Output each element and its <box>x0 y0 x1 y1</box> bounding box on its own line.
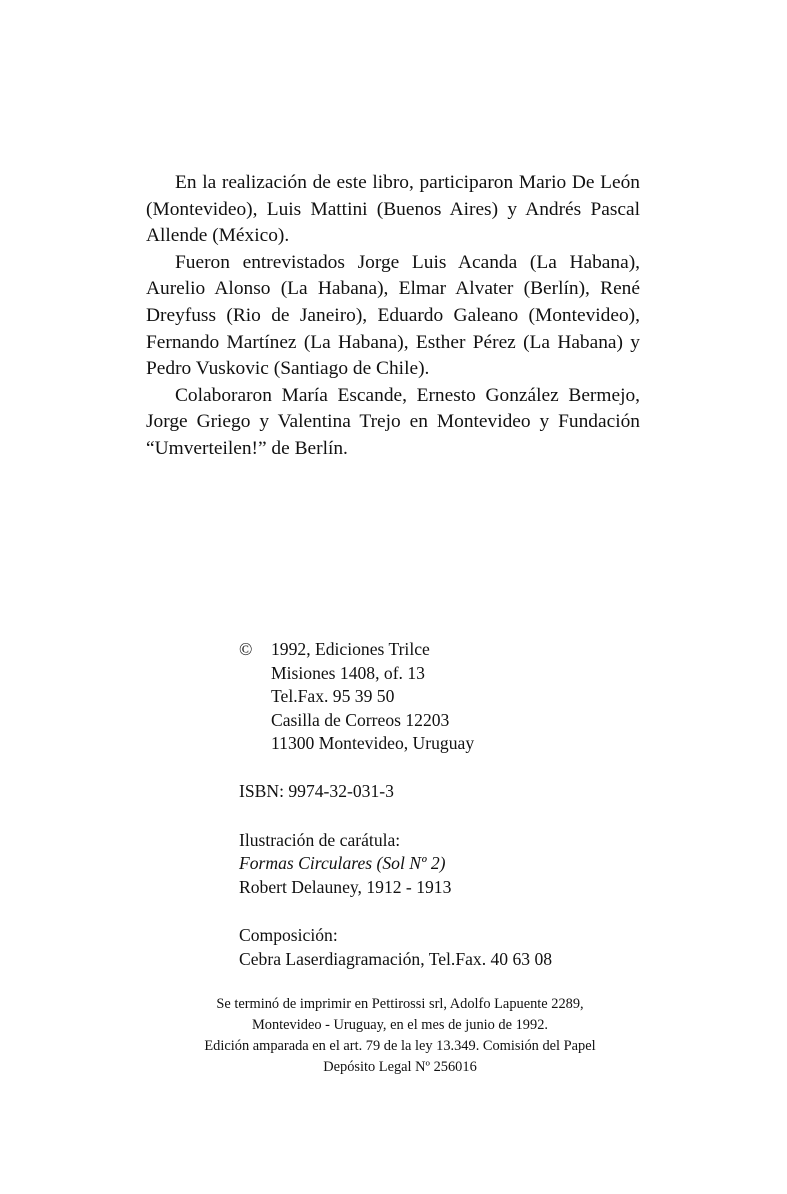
cover-illustration-title: Formas Circulares (Sol Nº 2) <box>239 853 446 874</box>
publisher-address <box>271 638 474 756</box>
publisher-line-street: Misiones 1408, of. 13 <box>271 662 425 683</box>
credits-paragraph-collaborators: Colaboraron María Escande, Ernesto González Bermejo, Jorge Griego y Valentina Trejo en Montevideo y Fundación “Umverteilen!” de Berlín. <box>146 384 640 459</box>
publisher-line-pobox: Casilla de Correos 12203 <box>271 709 450 730</box>
isbn-number: ISBN: 9974-32-031-3 <box>239 780 394 801</box>
colophon-line-legal: Edición amparada en el art. 79 de la ley 13.349. Comisión del Papel <box>204 1038 596 1054</box>
publisher-line-city: 11300 Montevideo, Uruguay <box>271 733 475 754</box>
credits-paragraph-interviewees: Fueron entrevistados Jorge Luis Acanda (La Habana), Aurelio Alonso (La Habana), Elmar Alvater (Berlín), René Dreyfuss (Rio de Janeiro), Eduardo Galeano (Montevideo), Fernando Martínez (La Habana), Esther Pérez (La Habana) y Pedro Vuskovic (Santiago de Chile). <box>146 251 640 380</box>
imprint-section <box>239 638 659 972</box>
colophon-line-date: Montevideo - Uruguay, en el mes de junio de 1992. <box>251 1017 548 1033</box>
colophon-line-printer: Se terminó de imprimir en Pettirossi srl, Adolfo Lapuente 2289, <box>216 996 584 1012</box>
colophon-line-deposit: Depósito Legal Nº 256016 <box>323 1059 477 1075</box>
composition-block <box>239 924 659 971</box>
cover-illustration-artist: Robert Delauney, 1912 - 1913 <box>239 876 452 897</box>
credits-paragraph-contributors: En la realización de este libro, participaron Mario De León (Montevideo), Luis Mattini (Buenos Aires) y Andrés Pascal Allende (México). <box>146 172 640 247</box>
cover-illustration-block <box>239 829 659 900</box>
credits-section <box>146 170 640 463</box>
cover-illustration-label: Ilustración de carátula: <box>239 829 401 850</box>
publisher-block <box>239 638 659 756</box>
colophon <box>140 994 660 1078</box>
composition-credit: Cebra Laserdiagramación, Tel.Fax. 40 63 08 <box>239 948 553 969</box>
copyright-icon: © <box>239 639 253 659</box>
composition-label: Composición: <box>239 925 338 946</box>
publisher-line-name: 1992, Ediciones Trilce <box>271 639 430 659</box>
publisher-line-phone: Tel.Fax. 95 39 50 <box>271 686 395 707</box>
